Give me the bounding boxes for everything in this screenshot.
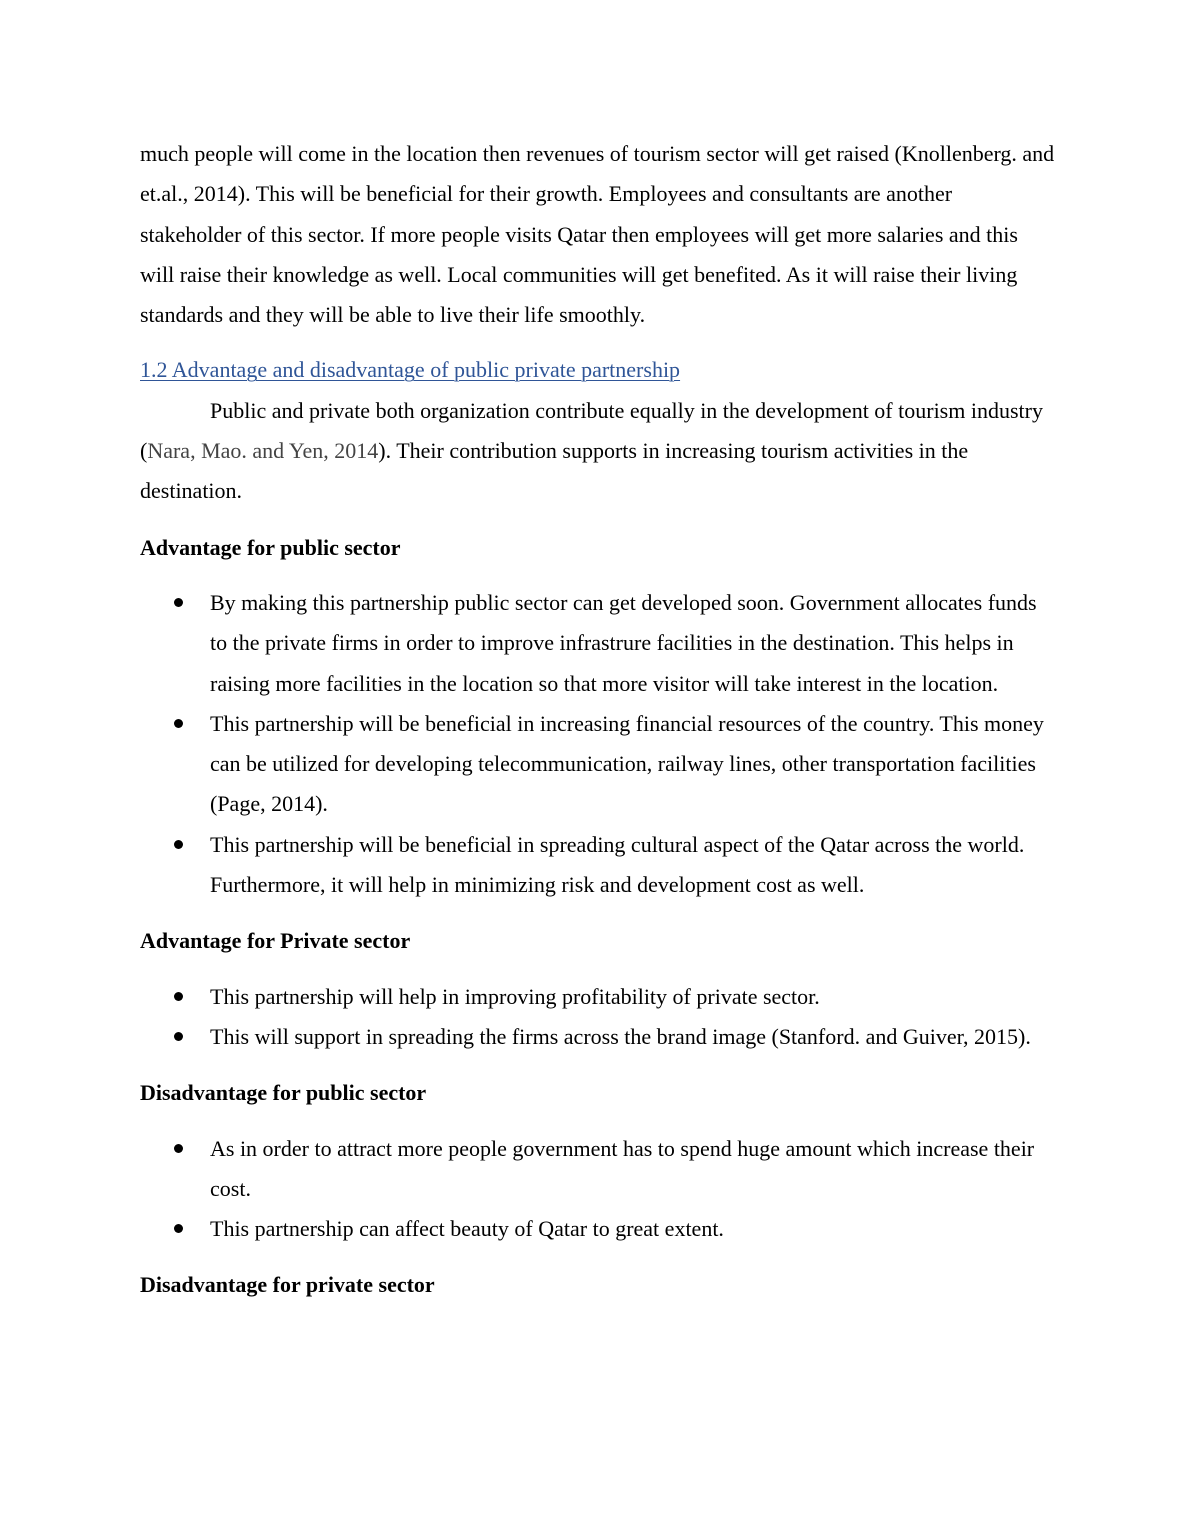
list-item	[140, 1017, 1055, 1057]
list-item-text: This will support in spreading the firms across the brand image (Stanford. and Guiver, 2015).	[210, 1023, 1031, 1049]
bullet-icon	[174, 1224, 183, 1233]
bullet-icon	[174, 1144, 183, 1153]
intro-paragraph: much people will come in the location then revenues of tourism sector will get raised (Knollenberg. and et.al., 2014). This will be beneficial for their growth. Employees and consultants are another stakeholder of this sector. If more people visits Qatar then employees will get more salaries and this will raise their knowledge as well. Local communities will get benefited. As it will raise their living standards and they will be able to live their life smoothly.	[140, 141, 1055, 328]
bullet-icon	[174, 598, 183, 607]
list-item	[140, 583, 1055, 704]
bullet-icon	[174, 719, 183, 728]
list-item	[140, 704, 1055, 825]
advantage-public-heading: Advantage for public sector	[140, 534, 401, 560]
disadvantage-public-list	[140, 1129, 1055, 1250]
section-heading[interactable]: 1.2 Advantage and disadvantage of public private partnership	[140, 357, 681, 383]
list-item	[140, 1129, 1055, 1210]
advantage-private-heading: Advantage for Private sector	[140, 928, 411, 954]
list-item-text: This partnership will help in improving profitability of private sector.	[210, 983, 820, 1009]
list-item-text: This partnership will be beneficial in increasing financial resources of the country. This money can be utilized for developing telecommunication, railway lines, other transportation facilities (Page, 2014).	[210, 710, 1044, 817]
section-paragraph-part1: Public and private both organization contribute equally in the development of tourism industry (	[140, 397, 1043, 464]
list-item-text: By making this partnership public sector can get developed soon. Government allocates funds to the private firms in order to improve infrastrure facilities in the destination. This helps in raising more facilities in the location so that more visitor will take interest in the location.	[210, 589, 1037, 696]
page-content	[140, 134, 1055, 1306]
section-paragraph-citation: Nara, Mao. and Yen, 2014	[147, 438, 379, 464]
section-paragraph	[140, 391, 1055, 512]
list-item	[140, 977, 1055, 1017]
disadvantage-public-heading: Disadvantage for public sector	[140, 1080, 427, 1106]
list-item-text: This partnership will be beneficial in spreading cultural aspect of the Qatar across the world. Furthermore, it will help in minimizing risk and development cost as well.	[210, 831, 1025, 898]
advantage-public-list	[140, 583, 1055, 905]
section-paragraph-part2: ). Their contribution supports in increasing tourism activities in the destination.	[140, 438, 969, 504]
list-item	[140, 825, 1055, 906]
bullet-icon	[174, 840, 183, 849]
bullet-icon	[174, 992, 183, 1001]
disadvantage-private-heading: Disadvantage for private sector	[140, 1272, 435, 1298]
list-item-text: As in order to attract more people government has to spend huge amount which increase their cost.	[210, 1135, 1035, 1201]
list-item-text: This partnership can affect beauty of Qatar to great extent.	[210, 1216, 724, 1242]
advantage-private-list	[140, 977, 1055, 1058]
list-item	[140, 1209, 1055, 1249]
bullet-icon	[174, 1032, 183, 1041]
